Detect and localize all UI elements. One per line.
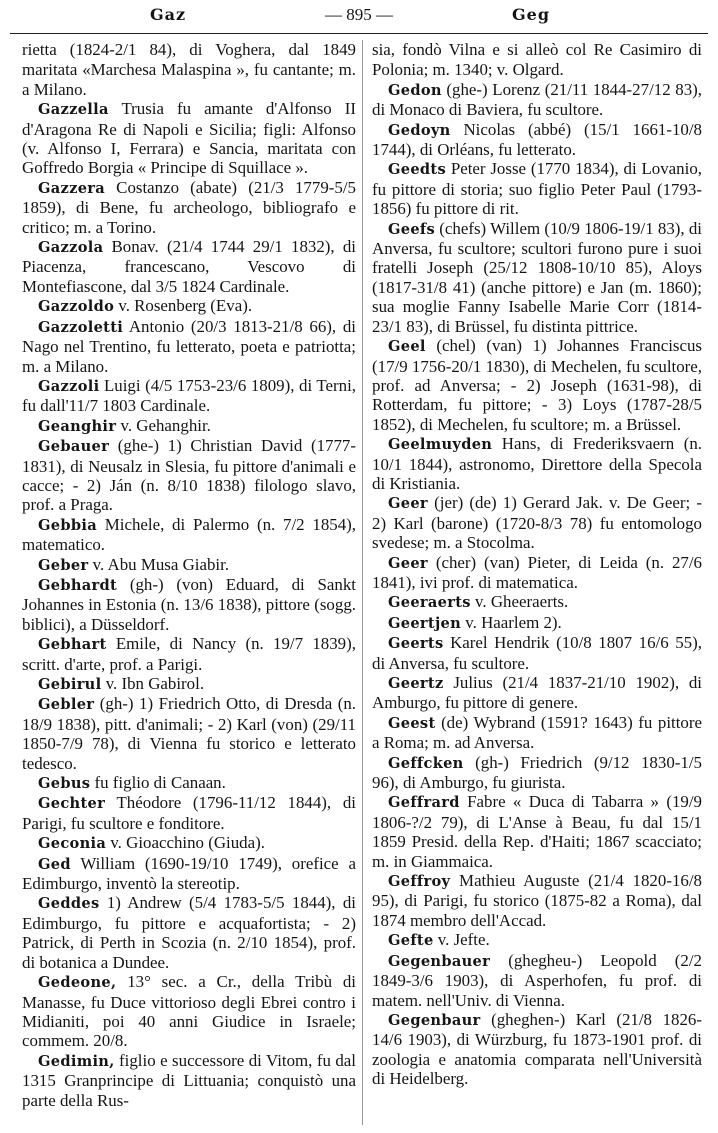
header-rule	[10, 33, 708, 34]
dictionary-entry	[22, 515, 356, 555]
entry-headword: Gebler	[38, 696, 95, 714]
entry-headword: Geffrard	[388, 794, 460, 812]
entry-text: v. Gioacchino (Giuda).	[110, 833, 265, 853]
entry-headword: Gegenbauer	[388, 952, 491, 970]
header-right-guide-word: Geg	[512, 5, 551, 24]
entry-text: rietta (1824-2/1 84), di Voghera, dal 1849 maritata «Marchesa Malaspina », fu cantante; m. a Milano.	[22, 40, 356, 99]
entry-headword: Gedeone,	[38, 974, 117, 992]
entry-headword: Gebirul	[38, 676, 102, 693]
entry-text: Nicolas (abbé) (15/1 1661-10/8 1744), di Orléans, fu letterato.	[372, 119, 702, 160]
entry-headword: Geer	[388, 495, 428, 513]
entry-headword: Geefs	[388, 220, 436, 238]
page-number: — 895 —	[325, 5, 393, 24]
dictionary-entry	[372, 434, 702, 493]
dictionary-entry	[372, 120, 702, 160]
dictionary-entry	[372, 219, 702, 336]
entry-headword: Geedts	[388, 161, 446, 179]
entry-text: Michele, di Palermo (n. 7/2 1854), matematico.	[22, 514, 356, 555]
entry-text: 13° sec. a Cr., della Tribù di Manasse, fu Duce vittorioso degli Ebrei contro i Midianiti, poi 40 anni Giudice in Israele; commem. 20/8.	[22, 972, 356, 1051]
entry-headword: Geffcken	[388, 754, 464, 772]
entry-headword: Gedimin,	[38, 1052, 115, 1070]
dictionary-entry	[22, 555, 356, 575]
entry-text: v. Gehanghir.	[120, 415, 211, 435]
entry-headword: Gedon	[388, 81, 442, 99]
entry-headword: Gebauer	[38, 438, 110, 456]
dictionary-entry	[372, 673, 702, 713]
entry-headword: Gechter	[38, 795, 106, 813]
entry-headword: Gazzoli	[38, 377, 100, 395]
entry-text: v. Jefte.	[437, 930, 490, 950]
dictionary-entry	[22, 99, 356, 178]
entry-headword: Geer	[388, 554, 428, 572]
entry-headword: Geelmuyden	[388, 436, 493, 454]
entry-text: figlio e successore di Vitom, fu dal 1315 Granprincipe di Littuania; conquistò una parte della Rus-	[22, 1050, 356, 1110]
entry-headword: Geffroy	[388, 873, 451, 891]
dictionary-entry	[372, 613, 702, 633]
column-divider	[362, 40, 363, 1125]
entry-text: William (1690-19/10 1749), orefice a Edimburgo, inventò la stereotip.	[22, 853, 356, 894]
entry-headword: Ged	[38, 855, 71, 873]
entry-headword: Geerts	[388, 635, 444, 653]
entry-headword: Gazzella	[38, 101, 109, 119]
entry-headword: Geber	[38, 556, 89, 574]
dictionary-entry	[22, 178, 356, 237]
entry-text: Bonav. (21/4 1744 29/1 1832), di Piacenza, francescano, Vescovo di Montefiascone, dal 3/5 1824 Cardinale.	[22, 237, 356, 296]
dictionary-entry	[372, 592, 702, 612]
entry-headword: Geertjen	[388, 614, 462, 632]
entry-text: (ghegheu-) Leopold (2/2 1849-3/6 1903), di Asperhofen, fu prof. di matem. nell'Univ. di Vienna.	[372, 950, 702, 1010]
dictionary-entry	[372, 753, 702, 793]
page-header	[0, 0, 718, 30]
entry-headword: Gazzoldo	[38, 298, 115, 316]
dictionary-entry	[22, 575, 356, 634]
entry-headword: Geel	[388, 338, 426, 356]
entry-headword: Gebus	[38, 775, 91, 793]
entry-text: (ghe-) 1) Christian David (1777-1831), di Neusalz in Slesia, fu pittore d'animali e cacce; - 2) Ján (n. 8/10 1838) filologo slavo, prof. a Praga.	[22, 436, 356, 515]
dictionary-entry	[22, 773, 356, 793]
entry-headword: Gebhardt	[38, 576, 118, 594]
entry-text: 1) Andrew (5/4 1783-5/5 1844), di Edimburgo, fu pittore e acquafortista; - 2) Patrick, di Perth in Scozia (n. 2/10 1854), prof. di botanica a Dundee.	[22, 893, 356, 972]
entry-headword: Geanghir	[38, 417, 117, 435]
entry-text: v. Abu Musa Giabir.	[92, 554, 230, 574]
entry-text: Karel Hendrik (10/8 1807 16/6 55), di Anversa, fu scultore.	[372, 633, 702, 673]
entry-text: Peter Josse (1770 1834), di Lovanio, fu pittore di storia; suo figlio Peter Paul (1793-1856) fu pittore di rit.	[372, 159, 702, 219]
dictionary-entry	[372, 713, 702, 753]
dictionary-entry	[372, 792, 702, 871]
dictionary-entry	[372, 336, 702, 434]
entry-text: sia, fondò Vilna e si alleò col Re Casimiro di Polonia; m. 1340; v. Olgard.	[372, 40, 702, 80]
entry-text: Emile, di Nancy (n. 19/7 1839), scritt. d'arte, prof. a Parigi.	[22, 634, 356, 674]
dictionary-entry	[372, 951, 702, 1010]
dictionary-entry	[22, 317, 356, 376]
entry-headword: Gazzera	[38, 179, 106, 197]
dictionary-entry	[372, 493, 702, 552]
entry-text: Luigi (4/5 1753-23/6 1809), di Terni, fu dall'11/7 1803 Cardinale.	[22, 375, 356, 416]
entry-text: Fabre « Duca di Tabarra » (19/9 1806-?/2 79), di L'Anse à Beau, fu dal 15/1 1859 Presid. della Rep. d'Haiti; 1867 scacciato; m. in Giammaica.	[372, 792, 702, 871]
entry-text: (ghe-) Lorenz (21/11 1844-27/12 83), di Monaco di Baviera, fu scultore.	[372, 79, 702, 120]
dictionary-entry	[372, 159, 702, 218]
entry-text: (jer) (de) 1) Gerard Jak. v. De Geer; - 2) Karl (barone) (1720-8/3 78) fu entomologo svedese; m. a Stocolma.	[372, 493, 702, 553]
dictionary-entry	[22, 674, 356, 694]
dictionary-entry	[22, 833, 356, 853]
entry-text: (cher) (van) Pieter, di Leida (n. 27/6 1841), ivi prof. di matematica.	[372, 552, 702, 592]
dictionary-entry	[22, 893, 356, 972]
dictionary-entry	[22, 376, 356, 416]
entry-text: (gh-) (von) Eduard, di Sankt Johannes in Estonia (n. 13/6 1838), pittore (sogg. biblici), a Düsseldorf.	[22, 574, 356, 634]
entry-text: fu figlio di Canaan.	[94, 773, 226, 793]
dictionary-entry	[22, 296, 356, 316]
entry-headword: Gazzola	[38, 239, 104, 257]
entry-headword: Gegenbaur	[388, 1011, 481, 1029]
entry-text: v. Haarlem 2).	[465, 612, 562, 632]
entry-text: Antonio (20/3 1813-21/8 66), di Nago nel Trentino, fu letterato, poeta e patriotta; m. a Milano.	[22, 316, 356, 376]
dictionary-entry	[22, 854, 356, 894]
entry-text: Hans, di Frederiksvaern (n. 10/1 1844), astronomo, Direttore della Specola di Kristiania.	[372, 434, 702, 493]
dictionary-entry	[22, 40, 356, 99]
dictionary-entry	[372, 871, 702, 930]
dictionary-entry	[22, 436, 356, 515]
dictionary-entry	[372, 80, 702, 120]
entry-text: (de) Wybrand (1591? 1643) fu pittore a Roma; m. ad Anversa.	[372, 712, 702, 753]
entry-text: (chefs) Willem (10/9 1806-19/1 83), di Anversa, fu scultore; scultori furono pure i suoi fratelli Joseph (25/12 1808-10/10 85), Aloys (1817-31/8 41) (anche pittore) e Jan (m. 1860); sua moglie Fanny Isabelle Marie Corr (1814-23/1 83), di Brüssel, fu distinta pittrice.	[372, 218, 702, 336]
entry-text: Trusia fu amante d'Alfonso II d'Aragona Re di Napoli e Sicilia; figli: Alfonso (v. Alfonso I, Ferrara) e Sancia, maritata con Goffredo Borgia « Principe di Squillace ».	[22, 99, 356, 178]
entry-headword: Geconia	[38, 835, 107, 853]
dictionary-entry	[372, 553, 702, 593]
right-column	[372, 40, 702, 1128]
dictionary-entry	[22, 793, 356, 833]
entry-headword: Geeraerts	[388, 594, 471, 612]
entry-headword: Geddes	[38, 895, 100, 913]
dictionary-entry	[22, 634, 356, 674]
entry-text: (gh-) Friedrich (9/12 1830-1/5 96), di Amburgo, fu giurista.	[372, 752, 702, 793]
dictionary-entry	[372, 1010, 702, 1089]
dictionary-entry	[22, 694, 356, 773]
entry-text: v. Ibn Gabirol.	[105, 674, 205, 693]
entry-headword: Gebhart	[38, 636, 107, 654]
dictionary-entry	[372, 633, 702, 673]
dictionary-entry	[22, 1051, 356, 1110]
entry-headword: Geest	[388, 714, 436, 732]
dictionary-entry	[372, 40, 702, 80]
entry-text: Costanzo (abate) (21/3 1779-5/5 1859), di Bene, fu archeologo, bibliografo e critico; m. a Torino.	[22, 177, 356, 237]
entry-text: Théodore (1796-11/12 1844), di Parigi, fu scultore e fonditore.	[22, 793, 356, 833]
left-column	[22, 40, 356, 1128]
dictionary-entry	[372, 930, 702, 950]
entry-headword: Gazzoletti	[38, 318, 124, 336]
entry-headword: Gedoyn	[388, 121, 451, 139]
entry-headword: Geertz	[388, 675, 444, 692]
entry-headword: Gefte	[388, 932, 434, 950]
entry-text: (gh-) 1) Friedrich Otto, di Dresda (n. 18/9 1838), pitt. d'animali; - 2) Karl (von) (29/11 1850-7/9 78), di Vienna fu storico e letterato tedesco.	[22, 694, 356, 773]
entry-text: Julius (21/4 1837-21/10 1902), di Amburgo, fu pittore di genere.	[372, 673, 702, 713]
entry-text: (chel) (van) 1) Johannes Franciscus (17/9 1756-20/1 1830), di Mechelen, fu scultore, prof. ad Anversa; - 2) Joseph (1631-98), di Rotterdam, fu pittore; - 3) Loys (1787-28/5 1852), di Mechelen, fu scultore; m. a Brüssel.	[372, 336, 702, 434]
dictionary-entry	[22, 972, 356, 1051]
dictionary-entry	[22, 416, 356, 436]
entry-headword: Gebbia	[38, 516, 97, 534]
entry-text: v. Rosenberg (Eva).	[118, 296, 253, 316]
entry-text: (gheghen-) Karl (21/8 1826-14/6 1903), di Würzburg, fu 1873-1901 prof. di zoologia e anatomia comparata nell'Università di Heidelberg.	[372, 1009, 702, 1089]
entry-text: v. Gheeraerts.	[475, 592, 569, 612]
header-left-guide-word: Gaz	[150, 5, 187, 24]
entry-text: Mathieu Auguste (21/4 1820-16/8 95), di Parigi, fu storico (1875-82 a Roma), dal 1874 membro dell'Accad.	[372, 871, 702, 930]
dictionary-entry	[22, 237, 356, 296]
